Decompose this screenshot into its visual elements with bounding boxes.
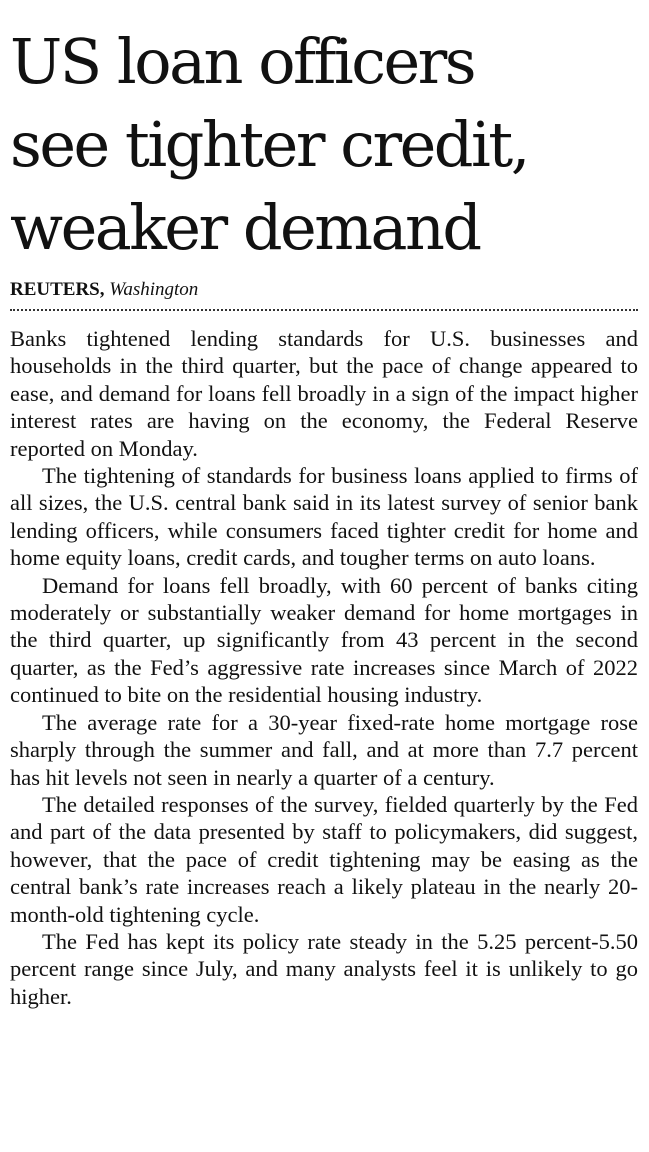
- paragraph-5: The detailed responses of the survey, fielded quarterly by the Fed and part of the data presented by staff to policymakers, did suggest, however, that the pace of credit tightening may be easing as the central bank’s rate increases reach a likely plateau in the nearly 20-month-old tightening cycle.: [10, 791, 638, 927]
- byline: [10, 279, 638, 301]
- headline-line-3: weaker demand: [10, 191, 480, 264]
- paragraph-6: The Fed has kept its policy rate steady in the 5.25 percent-5.50 percent range since July, and many analysts feel it is unlikely to go higher.: [10, 928, 638, 1009]
- news-article: [10, 20, 638, 1010]
- byline-dateline: Washington: [109, 279, 199, 300]
- paragraph-2: The tightening of standards for business loans applied to firms of all sizes, the U.S. central bank said in its latest survey of senior bank lending officers, while consumers faced tighter credit for home and home equity loans, credit cards, and tougher terms on auto loans.: [10, 463, 638, 571]
- paragraph-3: Demand for loans fell broadly, with 60 percent of banks citing moderately or substantially weaker demand for home mortgages in the third quarter, up significantly from 43 percent in the second quarter, as the Fed’s aggressive rate increases since March of 2022 continued to bite on the residential housing industry.: [10, 572, 638, 708]
- headline-line-1: US loan officers: [10, 25, 475, 98]
- dotted-divider: [10, 309, 638, 311]
- article-body: [10, 325, 638, 1010]
- headline-line-2: see tighter credit,: [10, 108, 528, 181]
- paragraph-4: The average rate for a 30-year fixed-rate home mortgage rose sharply through the summer and fall, and at more than 7.7 percent has hit levels not seen in nearly a quarter of a century.: [10, 709, 638, 790]
- byline-agency: REUTERS,: [10, 279, 105, 300]
- paragraph-1: Banks tightened lending standards for U.S. businesses and households in the third quarter, but the pace of change appeared to ease, and demand for loans fell broadly in a sign of the impact higher interest rates are having on the economy, the Federal Reserve reported on Monday.: [10, 326, 638, 461]
- headline: [10, 20, 638, 269]
